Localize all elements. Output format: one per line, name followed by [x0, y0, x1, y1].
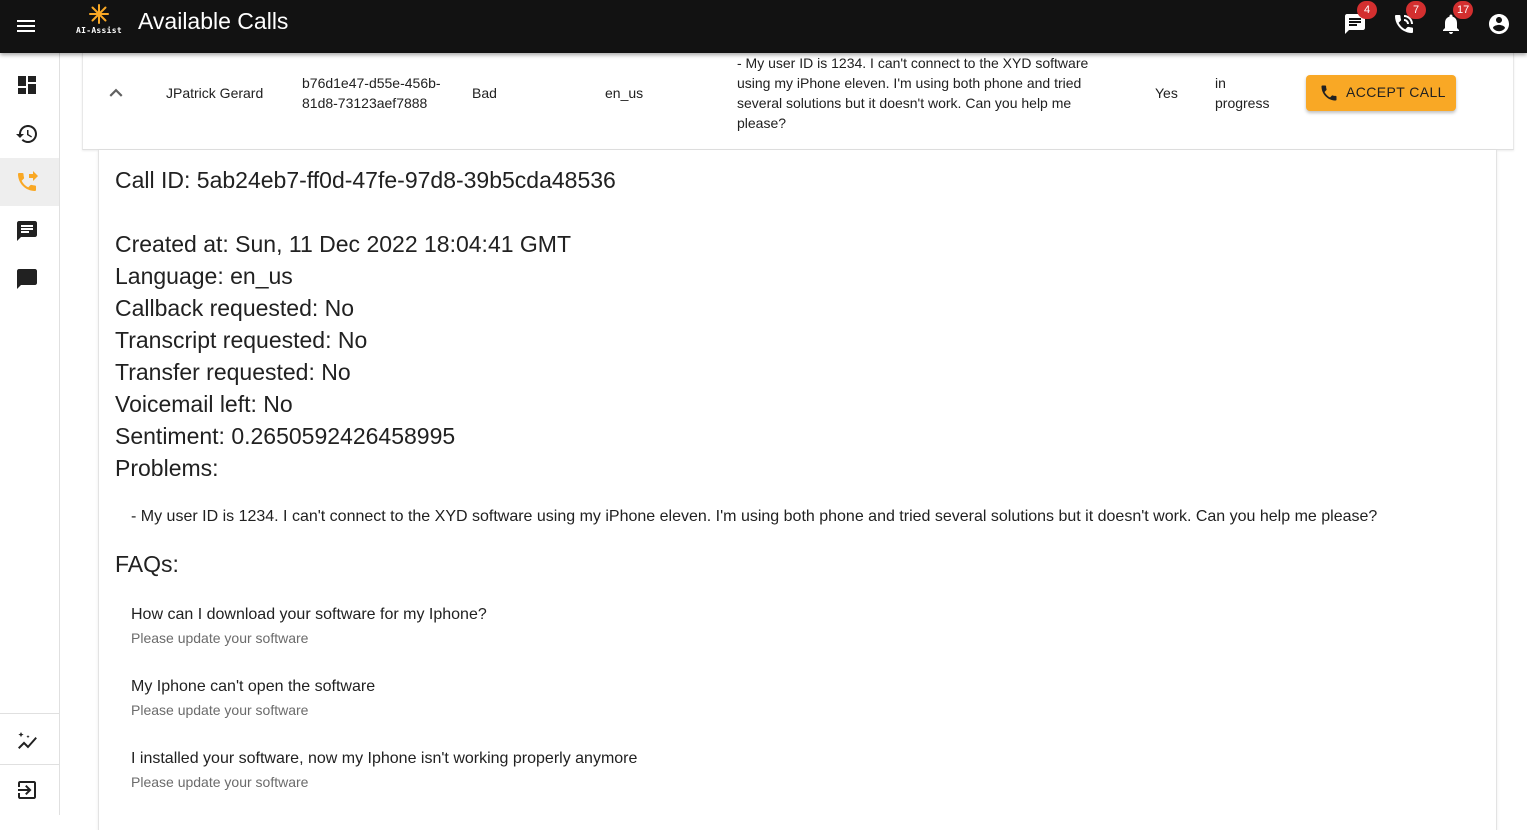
sentiment-cell: Bad	[472, 85, 497, 101]
faq-answer: Please update your software	[131, 774, 309, 790]
chevron-up-icon[interactable]	[103, 80, 129, 106]
sentiment-detail: Sentiment: 0.2650592426458995	[115, 423, 456, 449]
messages-badge: 4	[1357, 1, 1377, 19]
call-details-panel	[98, 150, 1497, 830]
faq-question: My Iphone can't open the software	[131, 678, 376, 695]
callback-cell: Yes	[1155, 85, 1178, 101]
account-button[interactable]	[1487, 12, 1511, 36]
language-cell: en_us	[605, 85, 644, 101]
faq-answer: Please update your software	[131, 702, 309, 718]
faq-question: I installed your software, now my Iphone isn't working properly anymore	[131, 750, 638, 767]
auto-graph-icon	[15, 729, 39, 753]
created-at: Created at: Sun, 11 Dec 2022 18:04:41 GMT	[115, 231, 572, 257]
sidebar-item-logout[interactable]	[0, 766, 59, 814]
status-line: progress	[1215, 95, 1270, 111]
chat-lines-icon	[15, 219, 39, 243]
app-bar	[0, 0, 1527, 53]
caller-id	[302, 73, 441, 113]
sidebar-item-dashboard[interactable]	[0, 61, 59, 109]
faq-question: How can I download your software for my Iphone?	[131, 606, 487, 623]
accept-call-label: ACCEPT CALL	[1346, 84, 1446, 100]
history-icon	[15, 122, 39, 146]
accept-call-button[interactable]	[1306, 75, 1456, 111]
chat-bubble-icon	[15, 267, 39, 291]
problem-line: several solutions but it doesn't work. Can you help me	[737, 95, 1072, 111]
transfer-detail: Transfer requested: No	[115, 359, 351, 385]
phone-forwarded-icon	[15, 170, 39, 194]
status-line: in	[1215, 75, 1226, 91]
sidebar-item-messages[interactable]	[0, 255, 59, 303]
dashboard-icon	[15, 73, 39, 97]
problem-cell	[737, 53, 1088, 133]
voicemail-detail: Voicemail left: No	[115, 391, 293, 417]
notifications-button[interactable]	[1439, 4, 1470, 36]
transcript-detail: Transcript requested: No	[115, 327, 368, 353]
call-id: Call ID: 5ab24eb7-ff0d-47fe-97d8-39b5cda48536	[115, 167, 616, 193]
sidebar-divider	[0, 764, 59, 765]
logout-icon	[15, 778, 39, 802]
main-content	[60, 53, 1527, 815]
menu-icon[interactable]	[14, 14, 38, 38]
table-row[interactable]	[82, 53, 1514, 150]
status-cell	[1215, 73, 1269, 113]
caller-name: JPatrick Gerard	[166, 85, 264, 101]
problem-item: - My user ID is 1234. I can't connect to the XYD software using my iPhone eleven. I'm using both phone and tried several solutions but it doesn't work. Can you help me please?	[131, 508, 1378, 525]
sidebar	[0, 53, 60, 815]
account-circle-icon	[1487, 12, 1511, 36]
caller-id-line: 81d8-73123aef7888	[302, 95, 428, 111]
problem-line: please?	[737, 115, 787, 131]
sidebar-divider	[0, 713, 59, 714]
caller-id-line: b76d1e47-d55e-456b-	[302, 75, 441, 91]
language-detail: Language: en_us	[115, 263, 293, 289]
messages-button[interactable]	[1343, 4, 1371, 36]
logo-text: AI-Assist	[75, 26, 123, 35]
sidebar-item-chat[interactable]	[0, 207, 59, 255]
calls-button[interactable]	[1392, 4, 1420, 36]
sidebar-item-history[interactable]	[0, 110, 59, 158]
calls-badge: 7	[1406, 1, 1426, 19]
callback-detail: Callback requested: No	[115, 295, 355, 321]
sidebar-item-analytics[interactable]	[0, 717, 59, 765]
app-logo	[72, 3, 126, 47]
problem-line: - My user ID is 1234. I can't connect to the XYD software	[737, 55, 1089, 71]
notifications-badge: 17	[1453, 1, 1473, 19]
faqs-heading: FAQs:	[115, 551, 179, 577]
page-title: Available Calls	[138, 8, 289, 34]
problems-heading: Problems:	[115, 455, 219, 481]
problem-line: using my iPhone eleven. I'm using both phone and tried	[737, 75, 1082, 91]
sidebar-item-available-calls[interactable]	[0, 158, 59, 206]
phone-icon	[1319, 83, 1339, 103]
faq-answer: Please update your software	[131, 630, 309, 646]
